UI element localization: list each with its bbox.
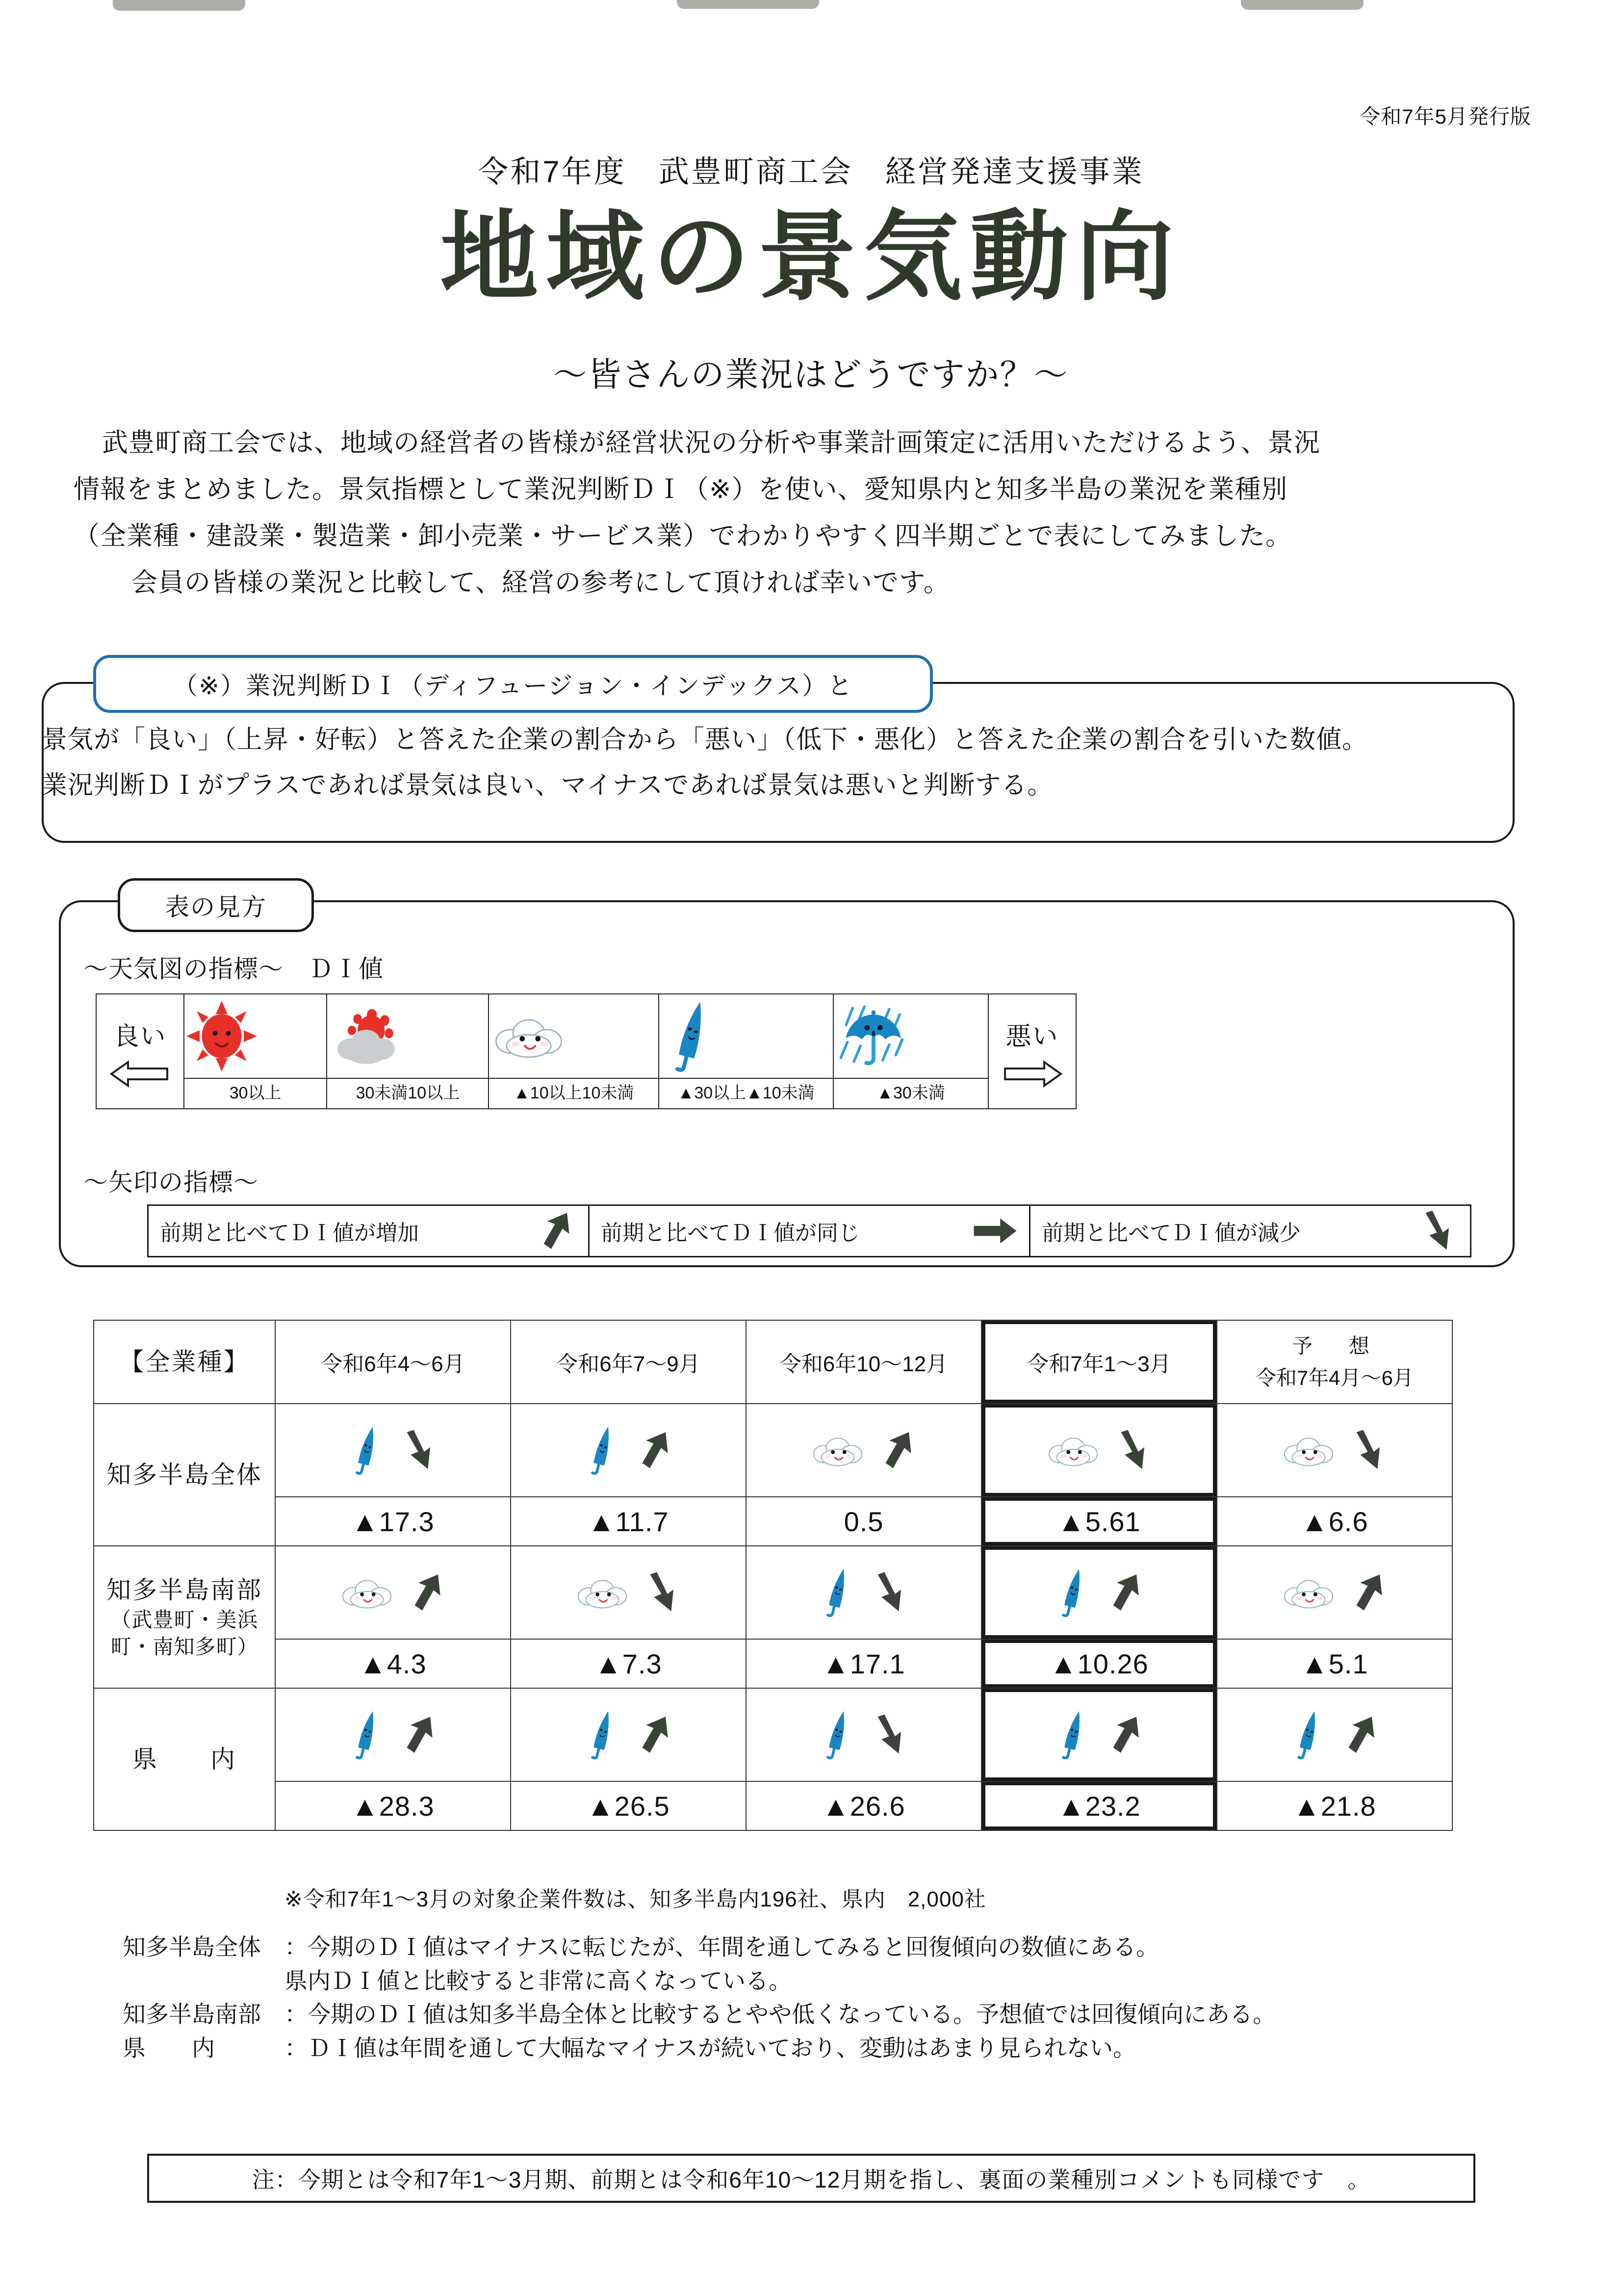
- di-value: ▲4.3: [275, 1639, 511, 1688]
- cell-icons: [275, 1688, 511, 1781]
- arrow-legend-label: 前期と比べてＤＩ値が同じ: [601, 1221, 860, 1245]
- commentary-text: ：今期のＤＩ値は知多半島全体と比較するとやや低くなっている。予想値では回復傾向にある。: [284, 2001, 1276, 2028]
- closed-umbrella-icon: [817, 1565, 859, 1619]
- cloud-icon: [1044, 1430, 1102, 1471]
- di-value: ▲17.1: [746, 1639, 981, 1688]
- di-value: ▲7.3: [511, 1639, 746, 1688]
- cell-icons-current: [981, 1688, 1217, 1781]
- commentary-text: ：今期のＤＩ値はマイナスに転じたが、年間を通してみると回復傾向の数値にある。: [284, 1934, 1159, 1960]
- arrow-left-icon: [110, 1060, 169, 1088]
- arrow-right-icon: [1003, 1060, 1062, 1088]
- legend-icon-cell: [184, 994, 327, 1078]
- closed-umbrella-icon: [1287, 1708, 1330, 1762]
- intro-line-2: 情報をまとめました。景気指標として業況判断ＤＩ（※）を使い、愛知県内と知多半島の業況を業種別: [74, 474, 1288, 504]
- di-value-forecast: ▲6.6: [1217, 1497, 1452, 1546]
- howto-tab: [118, 878, 314, 932]
- weather-legend-table: [96, 993, 1077, 1109]
- column-header: 令和6年7～9月: [511, 1320, 746, 1404]
- cloud-icon: [1280, 1430, 1338, 1471]
- row-label: [94, 1546, 275, 1688]
- forecast-label: 予 想: [1291, 1334, 1377, 1357]
- arrow-down-icon: [395, 1424, 440, 1477]
- legend-range: ▲10以上10未満: [489, 1078, 659, 1109]
- bottom-note-text: 注：今期とは令和7年1～3月期、前期とは令和6年10～12月期を指し、裏面の業種別コメントも同様です 。: [252, 2167, 1371, 2192]
- arrow-up-icon: [1101, 1566, 1146, 1619]
- arrow-up-icon: [630, 1424, 675, 1477]
- arrow-legend-label: 前期と比べてＤＩ値が増加: [160, 1221, 419, 1245]
- legend-icon-cell: [833, 994, 988, 1078]
- column-header-current: 令和7年1～3月: [981, 1320, 1217, 1404]
- closed-umbrella-icon: [660, 997, 723, 1075]
- bottom-note-box: [147, 2154, 1475, 2203]
- intro-line-4: 会員の皆様の業況と比較して、経営の参考にして頂ければ幸いです。: [131, 568, 950, 597]
- sun-behind-cloud-icon: [328, 999, 406, 1073]
- table-row: [94, 1546, 1452, 1639]
- cell-icons: [275, 1546, 511, 1639]
- di-value: ▲28.3: [275, 1781, 511, 1830]
- cloud-icon: [809, 1430, 867, 1471]
- row-label: 県 内: [94, 1688, 275, 1830]
- di-definition-line-2: 業況判断ＤＩがプラスであれば景気は良い、マイナスであれば景気は悪いと判断する。: [42, 771, 1054, 800]
- intro-line-3: （全業種・建設業・製造業・卸小売業・サービス業）でわかりやすく四半期ごとで表にしてみました。: [74, 521, 1292, 550]
- di-value: ▲26.6: [746, 1781, 981, 1830]
- legend-range: 30以上: [184, 1078, 327, 1109]
- cell-icons: [746, 1404, 981, 1497]
- di-data-table: [93, 1320, 1453, 1831]
- row-label-main: 知多半島南部: [106, 1576, 262, 1604]
- legend-bad-label: 悪い: [1005, 1022, 1059, 1051]
- commentary-row: [123, 1964, 1545, 1998]
- cell-icons: [1217, 1688, 1452, 1781]
- commentary-label: [123, 1964, 284, 1998]
- legend-range: 30未満10以上: [327, 1078, 489, 1109]
- column-header: 令和6年10～12月: [746, 1320, 981, 1404]
- intro-paragraph: [74, 422, 1550, 608]
- cell-icons: [746, 1546, 981, 1639]
- commentary-row: [123, 1931, 1545, 1964]
- weather-section-label: ～天気図の指標～ ＤＩ値: [83, 955, 384, 983]
- arrow-down-icon: [866, 1566, 911, 1619]
- di-value-current: ▲23.2: [981, 1781, 1217, 1830]
- arrow-legend-table: [147, 1204, 1471, 1257]
- table-value-row: [94, 1781, 1452, 1830]
- scan-edge: [0, 0, 1622, 13]
- closed-umbrella-icon: [581, 1708, 623, 1762]
- legend-icon-cell: [489, 994, 659, 1078]
- commentary-label: 県 内: [123, 2035, 215, 2061]
- di-value: ▲17.3: [275, 1497, 511, 1546]
- table-header-row: [94, 1320, 1452, 1404]
- cloud-icon: [1280, 1572, 1338, 1613]
- commentary-label: 知多半島全体: [123, 1934, 261, 1960]
- legend-range: ▲30以上▲10未満: [659, 1078, 833, 1109]
- table-value-row: [94, 1639, 1452, 1688]
- legend-good-cell: [96, 994, 184, 1109]
- di-definition-tab-label: （※）業況判断ＤＩ（ディフュージョン・インデックス）と: [173, 672, 853, 700]
- commentary-row: [123, 1998, 1545, 2032]
- column-header: 令和6年4～6月: [275, 1320, 511, 1404]
- table-row: [94, 1688, 1452, 1781]
- di-definition-line-1: 景気が「良い」（上昇・好転）と答えた企業の割合から「悪い」（低下・悪化）と答えた企業の割合を引いた数値。: [42, 726, 1368, 754]
- arrow-legend-label: 前期と比べてＤＩ値が減少: [1042, 1221, 1301, 1245]
- arrow-up-icon: [403, 1566, 448, 1619]
- arrow-section-label: ～矢印の指標～: [83, 1169, 258, 1196]
- rain-umbrella-icon: [834, 999, 913, 1073]
- cell-icons: [1217, 1404, 1452, 1497]
- di-value: ▲26.5: [511, 1781, 746, 1830]
- tagline: ～皆さんの業況はどうですか？～: [553, 356, 1069, 393]
- forecast-period: 令和7年4月～6月: [1255, 1366, 1414, 1389]
- arrow-up-icon: [1101, 1708, 1146, 1761]
- arrow-down-icon: [866, 1708, 911, 1761]
- legend-icon-cell: [659, 994, 833, 1078]
- legend-bad-cell: [988, 994, 1076, 1109]
- legend-good-label: 良い: [113, 1022, 167, 1051]
- row-label: 知多半島全体: [94, 1404, 275, 1546]
- arrow-down-icon: [1414, 1208, 1459, 1253]
- table-corner-label: 【全業種】: [94, 1320, 275, 1404]
- sample-size-note: ※令和7年1～3月の対象企業件数は、知多半島内196社、県内 2,000社: [284, 1887, 986, 1911]
- issue-date: 令和7年5月発行版: [1360, 105, 1531, 128]
- di-value-current: ▲10.26: [981, 1639, 1217, 1688]
- arrow-up-icon: [1337, 1708, 1382, 1761]
- commentary-section: [123, 1931, 1545, 2065]
- arrow-up-icon: [532, 1208, 577, 1253]
- di-definition-text: [42, 721, 1511, 824]
- cloud-icon: [489, 1009, 568, 1063]
- cell-icons: [746, 1688, 981, 1781]
- closed-umbrella-icon: [581, 1423, 623, 1477]
- closed-umbrella-icon: [346, 1423, 388, 1477]
- closed-umbrella-icon: [1052, 1565, 1094, 1619]
- table-row: [94, 1404, 1452, 1497]
- arrow-right-icon: [973, 1216, 1018, 1246]
- cell-icons-current: [981, 1546, 1217, 1639]
- howto-tab-label: 表の見方: [165, 893, 267, 921]
- arrow-legend-cell-same: [589, 1205, 1030, 1257]
- arrow-up-icon: [874, 1424, 919, 1477]
- arrow-up-icon: [395, 1708, 440, 1761]
- cloud-icon: [338, 1572, 396, 1613]
- intro-line-1: 武豊町商工会では、地域の経営者の皆様が経営状況の分析や事業計画策定に活用いただけるよう、景況: [102, 428, 1320, 457]
- arrow-down-icon: [1344, 1424, 1390, 1477]
- di-value-current: ▲5.61: [981, 1497, 1217, 1546]
- legend-range: ▲30未満: [833, 1078, 988, 1109]
- di-value: ▲11.7: [511, 1497, 746, 1546]
- closed-umbrella-icon: [1052, 1708, 1094, 1762]
- closed-umbrella-icon: [346, 1708, 388, 1762]
- di-value-forecast: ▲5.1: [1217, 1639, 1452, 1688]
- legend-icon-cell: [327, 994, 489, 1078]
- cell-icons: [1217, 1546, 1452, 1639]
- commentary-text: ：ＤＩ値は年間を通して大幅なマイナスが続いており、変動はあまり見られない。: [284, 2035, 1136, 2061]
- cloud-icon: [573, 1572, 631, 1613]
- arrow-legend-cell-increase: [148, 1205, 589, 1257]
- arrow-down-icon: [1109, 1424, 1154, 1477]
- di-definition-tab: [93, 655, 933, 713]
- arrow-up-icon: [630, 1708, 675, 1761]
- arrow-down-icon: [638, 1566, 683, 1619]
- table-value-row: [94, 1497, 1452, 1546]
- closed-umbrella-icon: [817, 1708, 859, 1762]
- commentary-label: 知多半島南部: [123, 2001, 261, 2028]
- commentary-row: [123, 2032, 1545, 2065]
- cell-icons: [275, 1404, 511, 1497]
- arrow-up-icon: [1344, 1566, 1390, 1619]
- arrow-legend-cell-decrease: [1030, 1205, 1471, 1257]
- di-value-forecast: ▲21.8: [1217, 1781, 1452, 1830]
- commentary-text: 県内ＤＩ値と比較すると非常に高くなっている。: [284, 1967, 792, 1994]
- di-value: 0.5: [746, 1497, 981, 1546]
- row-label-sub: （武豊町・美浜町・南知多町）: [110, 1608, 258, 1658]
- cell-icons-current: [981, 1404, 1217, 1497]
- cell-icons: [511, 1404, 746, 1497]
- sun-icon: [185, 999, 258, 1073]
- page-title: 地域の景気動向: [440, 203, 1182, 312]
- subheading: 令和7年度 武豊町商工会 経営発達支援事業: [478, 155, 1144, 189]
- cell-icons: [511, 1546, 746, 1639]
- column-header-forecast: [1217, 1320, 1452, 1404]
- cell-icons: [511, 1688, 746, 1781]
